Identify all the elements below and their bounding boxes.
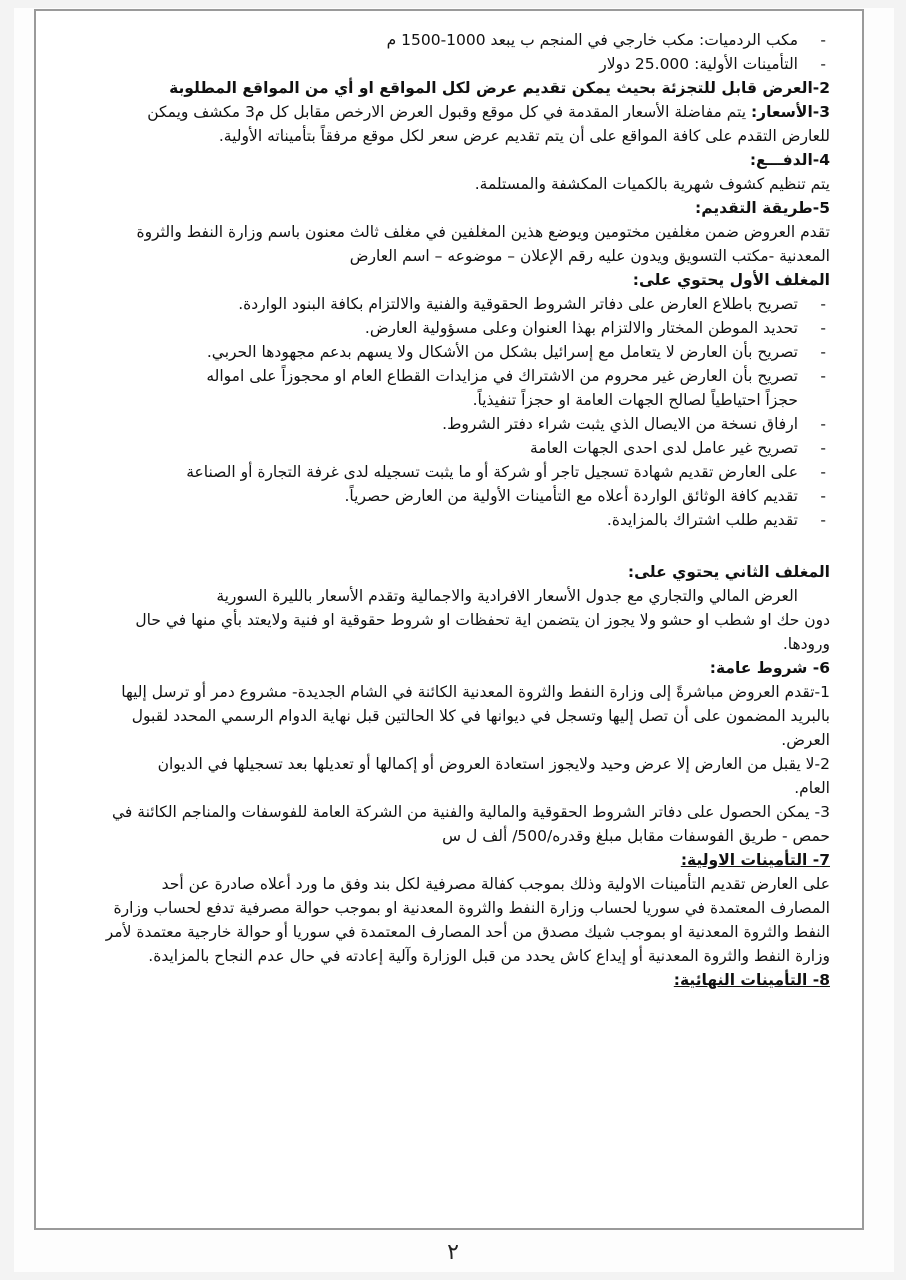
section-6-item-3-line: 3- يمكن الحصول على دفاتر الشروط الحقوقية والمالية والفنية من الشركة العامة للفوسفات والمناجم الكائنة في (112, 803, 830, 821)
envelope-1-item: - تقديم طلب اشتراك بالمزايدة. (60, 508, 830, 532)
section-2-heading: 2-العرض قابل للتجزئة بحيث يمكن تقديم عرض لكل المواقع او أي من المواقع المطلوبة (169, 79, 830, 97)
section-7-heading: 7- التأمينات الاولية: (680, 851, 830, 869)
section-3-line-1 (60, 100, 830, 124)
spacer (60, 532, 830, 554)
section-8-heading: 8- التأمينات النهائية: (673, 971, 830, 989)
section-3-heading: 3-الأسعار: (750, 103, 830, 121)
envelope-2-line-2: دون حك او شطب او حشو ولا يجوز ان يتضمن اية تحفظات او شروط حقوقية او فنية ولايعتد بأي منها في حال (135, 611, 830, 629)
envelope-2-heading: المغلف الثاني يحتوي على: (627, 563, 830, 581)
section-6-heading: 6- شروط عامة: (709, 659, 830, 677)
envelope-1-item: - تصريح غير عامل لدى احدى الجهات العامة (60, 436, 830, 460)
intro-bullet-debris-dump: - مكب الردميات: مكب خارجي في المنجم ب يبعد 1000-1500 م (60, 28, 830, 52)
section-4-heading: 4-الدفـــع: (749, 151, 830, 169)
section-3-line-2: للعارض التقدم على كافة المواقع على أن يتم تقديم عرض سعر لكل موقع مرفقاً بتأميناته الأولية. (218, 127, 830, 145)
section-7-line: النفط والثروة المعدنية او بموجب شيك مصدق من أحد المصارف المعتمدة في سوريا أو حوالة خارجية معتمدة لأمر (105, 923, 830, 941)
section-4-text: يتم تنظيم كشوف شهرية بالكميات المكشفة والمستلمة. (474, 175, 830, 193)
envelope-1-heading: المغلف الأول يحتوي على: (632, 271, 830, 289)
section-6-item-3-line: حمص - طريق الفوسفات مقابل مبلغ وقدره/500/ ألف ل س (442, 827, 830, 845)
section-5-line-1: تقدم العروض ضمن مغلفين مختومين ويوضع هذين المغلفين في مغلف ثالث معنون باسم وزارة النفط والثروة (136, 223, 830, 241)
section-7-heading-row (60, 848, 830, 872)
envelope-2-line-3: ورودها. (782, 635, 830, 653)
section-5-line-2: المعدنية -مكتب التسويق ويدون عليه رقم الإعلان – موضوعه – اسم العارض (349, 247, 830, 265)
section-6-item-2-line: العام. (794, 779, 830, 797)
section-6-item-2-line: 2-لا يقبل من العارض إلا عرض وحيد ولايجوز استعادة العروض أو إكمالها أو تعديلها بعد تسجيلها في الديوان (157, 755, 830, 773)
envelope-1-item: - تصريح بأن العارض لا يتعامل مع إسرائيل بشكل من الأشكال ولا يسهم بدعم مجهودها الحربي. (60, 340, 830, 364)
section-6-item-1-line: بالبريد المضمون على أن تصل إليها وتسجل في ديوانها في كلا الحالتين قبل نهاية الدوام الرسمي المحدد لقبول (131, 707, 830, 725)
envelope-1-item-continuation: حجزاً احتياطياً لصالح الجهات العامة او حجزاً تنفيذياً. (472, 391, 798, 409)
envelope-1-item: - تقديم كافة الوثائق الواردة أعلاه مع التأمينات الأولية من العارض حصرياً. (60, 484, 830, 508)
envelope-1-item: - ارفاق نسخة من الايصال الذي يثبت شراء دفتر الشروط. (60, 412, 830, 436)
section-7-line: وزارة النفط والثروة المعدنية أو إيداع كاش يحدد من قبل الوزارة وآلية إعادته في حال عدم النجاح بالمزايدة. (148, 947, 830, 965)
envelope-1-item: - على العارض تقديم شهادة تسجيل تاجر أو شركة أو ما يثبت تسجيله لدى غرفة التجارة أو الصناعة (60, 460, 830, 484)
section-5-heading: 5-طريقة التقديم: (695, 199, 830, 217)
section-3-text: يتم مفاضلة الأسعار المقدمة في كل موقع وقبول العرض الارخص مقابل كل م3 مكشف ويمكن (147, 103, 751, 121)
envelope-1-item: - تصريح بأن العارض غير محروم من الاشتراك في مزايدات القطاع العام او محجوزاً على امواله (60, 364, 830, 388)
section-8-heading-row (60, 968, 830, 992)
document-body (60, 28, 830, 992)
section-6-item-1-line: العرض. (781, 731, 830, 749)
intro-bullet-initial-deposit: - التأمينات الأولية: 25.000 دولار (60, 52, 830, 76)
section-6-item-1-line: 1-تقدم العروض مباشرةً إلى وزارة النفط والثروة المعدنية الكائنة في الشام الجديدة- مشروع دمر أو ترسل إليها (121, 683, 830, 701)
section-7-line: المصارف المعتمدة في سوريا لحساب وزارة النفط والثروة المعدنية او بموجب حوالة مصرفية تدفع لحساب وزارة (113, 899, 830, 917)
page-number: ٢ (447, 1240, 459, 1265)
section-7-line: على العارض تقديم التأمينات الاولية وذلك بموجب كفالة مصرفية لكل بند وفق ما ورد أعلاه صادرة عن أحد (161, 875, 830, 893)
envelope-2-line-1: العرض المالي والتجاري مع جدول الأسعار الافرادية والاجمالية وتقدم الأسعار بالليرة السورية (216, 587, 798, 605)
envelope-1-item: - تحديد الموطن المختار والالتزام بهذا العنوان وعلى مسؤولية العارض. (60, 316, 830, 340)
envelope-1-item: - تصريح باطلاع العارض على دفاتر الشروط الحقوقية والفنية والالتزام بكافة البنود الواردة. (60, 292, 830, 316)
